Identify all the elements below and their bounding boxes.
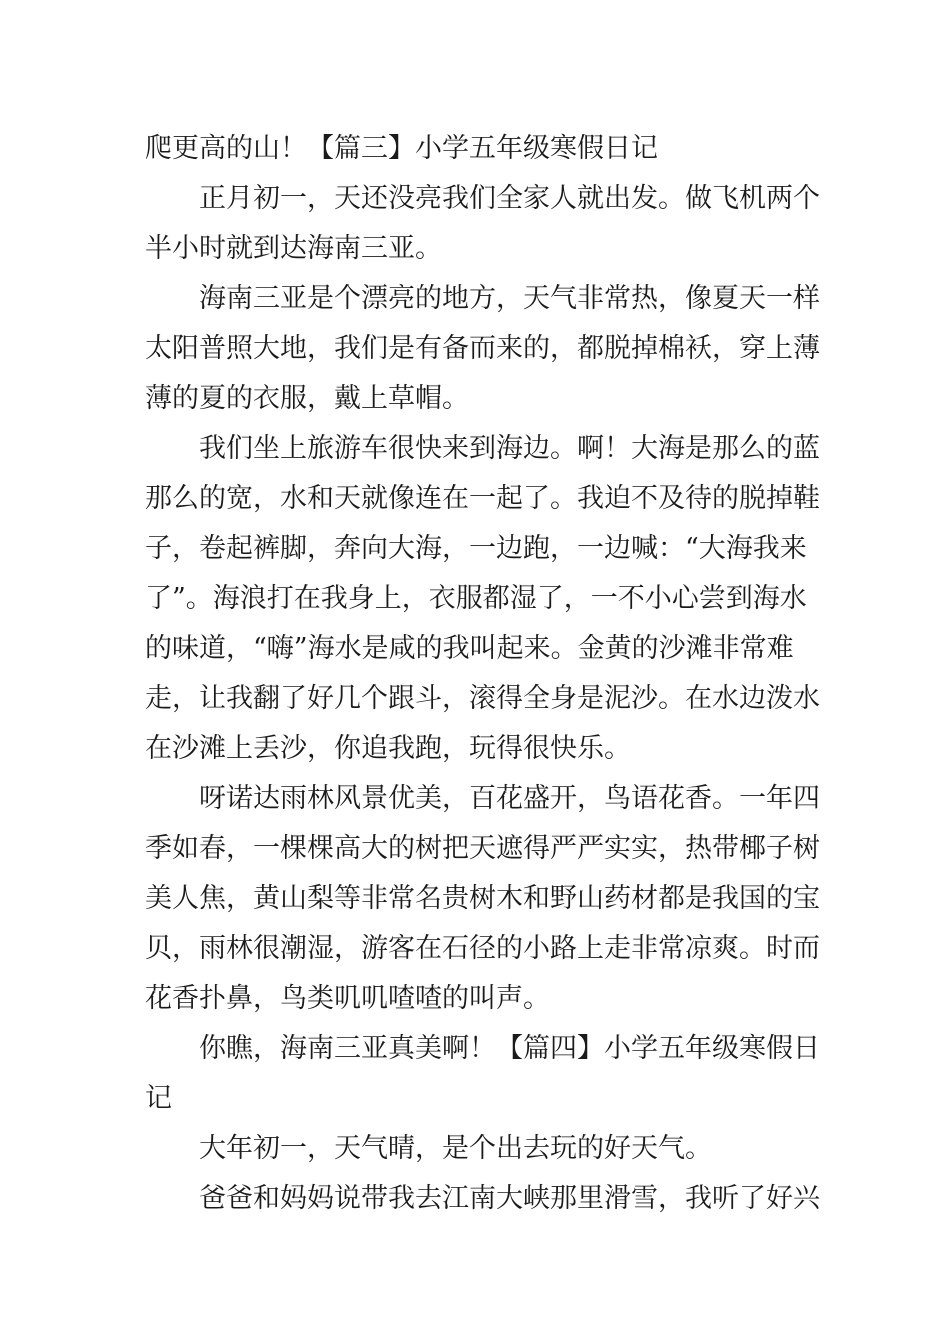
text-line: 爸爸和妈妈说带我去江南大峡那里滑雪，我听了好兴 bbox=[199, 1183, 820, 1214]
text-line: 大年初一，天气晴，是个出去玩的好天气。 bbox=[199, 1133, 712, 1164]
text-line: 薄的夏的衣服，戴上草帽。 bbox=[145, 383, 469, 414]
text-line: 贝，雨林很潮湿，游客在石径的小路上走非常凉爽。时而 bbox=[145, 933, 820, 964]
text-line: 记 bbox=[145, 1083, 172, 1114]
text-line: 呀诺达雨林风景优美，百花盛开，鸟语花香。一年四 bbox=[199, 783, 820, 814]
text-line: 季如春，一棵棵高大的树把天遮得严严实实，热带椰子树 bbox=[145, 833, 820, 864]
text-line: 在沙滩上丢沙，你追我跑，玩得很快乐。 bbox=[145, 733, 631, 764]
text-line: 海南三亚是个漂亮的地方，天气非常热，像夏天一样 bbox=[199, 283, 820, 314]
text-line: 花香扑鼻，鸟类叽叽喳喳的叫声。 bbox=[145, 983, 550, 1014]
text-line: 正月初一，天还没亮我们全家人就出发。做飞机两个 bbox=[199, 183, 820, 214]
text-line: 太阳普照大地，我们是有备而来的，都脱掉棉袄，穿上薄 bbox=[145, 333, 820, 364]
text-line: 走，让我翻了好几个跟斗，滚得全身是泥沙。在水边泼水 bbox=[145, 683, 820, 714]
text-line: 爬更高的山！【篇三】小学五年级寒假日记 bbox=[145, 133, 658, 164]
text-line: 子，卷起裤脚，奔向大海，一边跑，一边喊：“大海我来 bbox=[145, 533, 807, 564]
text-line: 半小时就到达海南三亚。 bbox=[145, 233, 442, 264]
body-text bbox=[145, 124, 820, 1224]
text-line: 我们坐上旅游车很快来到海边。啊！大海是那么的蓝 bbox=[199, 433, 820, 464]
text-line: 的味道，“嗨”海水是咸的我叫起来。金黄的沙滩非常难 bbox=[145, 633, 794, 664]
text-line: 那么的宽，水和天就像连在一起了。我迫不及待的脱掉鞋 bbox=[145, 483, 820, 514]
text-line: 美人焦，黄山梨等非常名贵树木和野山药材都是我国的宝 bbox=[145, 883, 820, 914]
text-line: 你瞧，海南三亚真美啊！【篇四】小学五年级寒假日 bbox=[199, 1033, 820, 1064]
text-line: 了”。海浪打在我身上，衣服都湿了，一不小心尝到海水 bbox=[145, 583, 807, 614]
